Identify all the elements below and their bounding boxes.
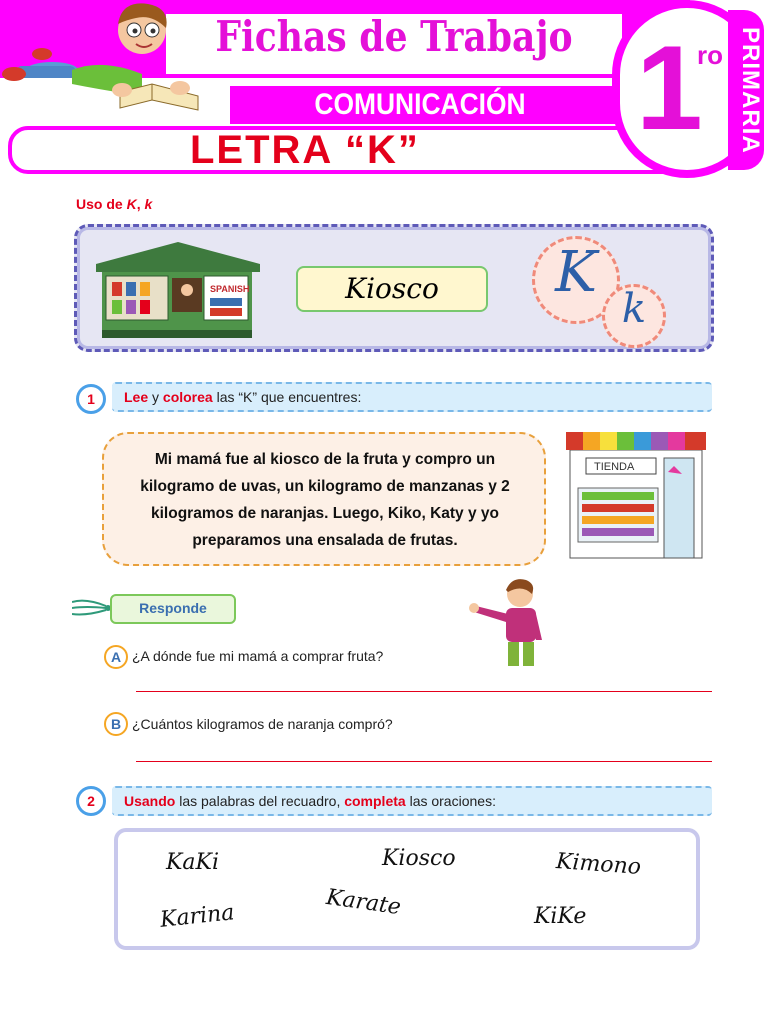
activity-1-rest: las “K” que encuentres: (212, 389, 362, 405)
section-heading-uso (76, 196, 152, 212)
question-b-text: ¿Cuántos kilogramos de naranja compró? (132, 716, 393, 732)
uso-upper: K (126, 196, 137, 212)
kiosk-illustration (92, 236, 262, 340)
word-bank-item: KiKe (534, 904, 587, 929)
question-a-letter: A (104, 645, 128, 669)
level-label: PRIMARIA (737, 26, 764, 154)
word-bank-item: Karina (158, 900, 236, 933)
pointing-kid-illustration (468, 576, 556, 668)
question-b-letter: B (104, 712, 128, 736)
lesson-title: LETRA “K” (190, 128, 420, 172)
example-word: Kiosco (345, 272, 439, 305)
answer-line-b[interactable] (136, 761, 712, 762)
grade-suffix: ro (697, 40, 723, 70)
activity-1-number: 1 (76, 384, 106, 414)
grade-number: 1 (636, 21, 703, 155)
activity-2-verb-complete: completa (344, 793, 406, 809)
uso-sep: , (136, 196, 145, 212)
word-bank-item: Kiosco (382, 846, 456, 871)
question-a-text: ¿A dónde fue mi mamá a comprar fruta? (132, 648, 384, 664)
uso-lower: k (144, 196, 153, 212)
shop-sign: TIENDA (594, 461, 635, 473)
word-bank-item: Karate (324, 884, 403, 921)
responde-label: Responde (139, 600, 207, 616)
activity-2-number: 2 (76, 786, 106, 816)
kiosk-sign: SPANISH (210, 284, 250, 294)
shop-illustration (564, 428, 708, 562)
word-bank-item: KaKi (166, 850, 220, 875)
activity-2-verb-use: Usando (124, 793, 176, 809)
activity-1-verb-color: colorea (162, 389, 213, 405)
answer-line-a[interactable] (136, 691, 712, 692)
story-text: Mi mamá fue al kiosco de la fruta y compro un kilogramo de uvas, un kilogramo de manzanas y 2 kilogramos de naranjas. Luego, Kiko, Katy y yo preparamos una ensalada de frutas. (140, 451, 510, 549)
tag-icon (72, 596, 112, 620)
activity-2-rest: las oraciones: (405, 793, 496, 809)
activity-1-instruction (124, 382, 361, 412)
word-bank-item: Kimono (555, 849, 642, 880)
subject-title: COMUNICACIÓN (314, 88, 526, 121)
activity-1-verb-read: Lee (124, 389, 149, 405)
uso-prefix: Uso de (76, 196, 127, 212)
uppercase-letter: K (555, 240, 597, 305)
activity-2-middle: las palabras del recuadro, (175, 793, 345, 809)
page-title: Fichas de Trabajo (215, 12, 573, 61)
activity-1-conj: y (148, 389, 163, 405)
lowercase-letter: k (621, 286, 647, 332)
activity-2-instruction (124, 786, 496, 816)
reading-boy-illustration (2, 0, 212, 120)
